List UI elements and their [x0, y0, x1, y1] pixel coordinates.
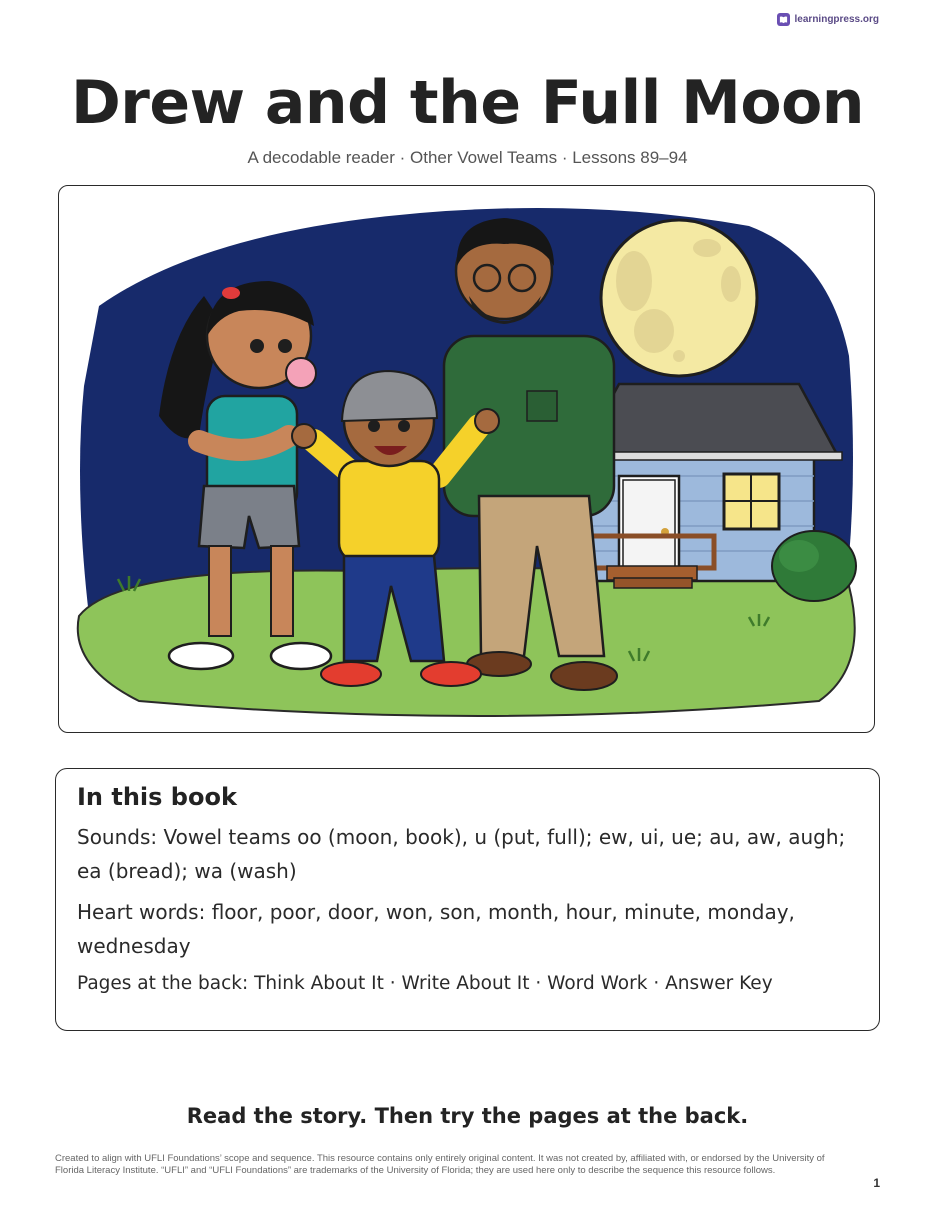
book-info-panel	[55, 768, 880, 1031]
pages-at-back-line: Pages at the back: Think About It · Write About It · Word Work · Answer Key	[77, 973, 773, 994]
bush-icon	[772, 531, 856, 601]
sounds-line: Sounds: Vowel teams oo (moon, book), u (put, full); ew, ui, ue; au, aw, augh; ea (bread); wa (wash)	[77, 825, 846, 883]
brand-link[interactable]	[777, 13, 879, 26]
info-heading: In this book	[77, 783, 237, 811]
trademark-footnote: Created to align with UFLI Foundations’ scope and sequence. This resource contains only entirely original content. It was not created by, affiliated with, or endorsed by the University of Florida Literacy Institute. “UFLI” and “UFLI Foundations” are trademarks of the University of Florida; they are used here only to describe the sequence this resource follows.	[55, 1153, 825, 1176]
book-title: Drew and the Full Moon	[70, 68, 865, 138]
cover-illustration	[58, 185, 875, 733]
brand-name: learningpress.org	[794, 14, 879, 25]
book-subtitle: A decodable reader · Other Vowel Teams · Lessons 89–94	[247, 148, 688, 167]
heart-words-line: Heart words: floor, poor, door, won, son, month, hour, minute, monday, wednesday	[77, 900, 795, 958]
book-icon	[777, 13, 790, 26]
call-to-action: Read the story. Then try the pages at the back.	[186, 1104, 749, 1128]
page-number: 1	[873, 1176, 880, 1190]
moon-icon	[601, 220, 757, 376]
